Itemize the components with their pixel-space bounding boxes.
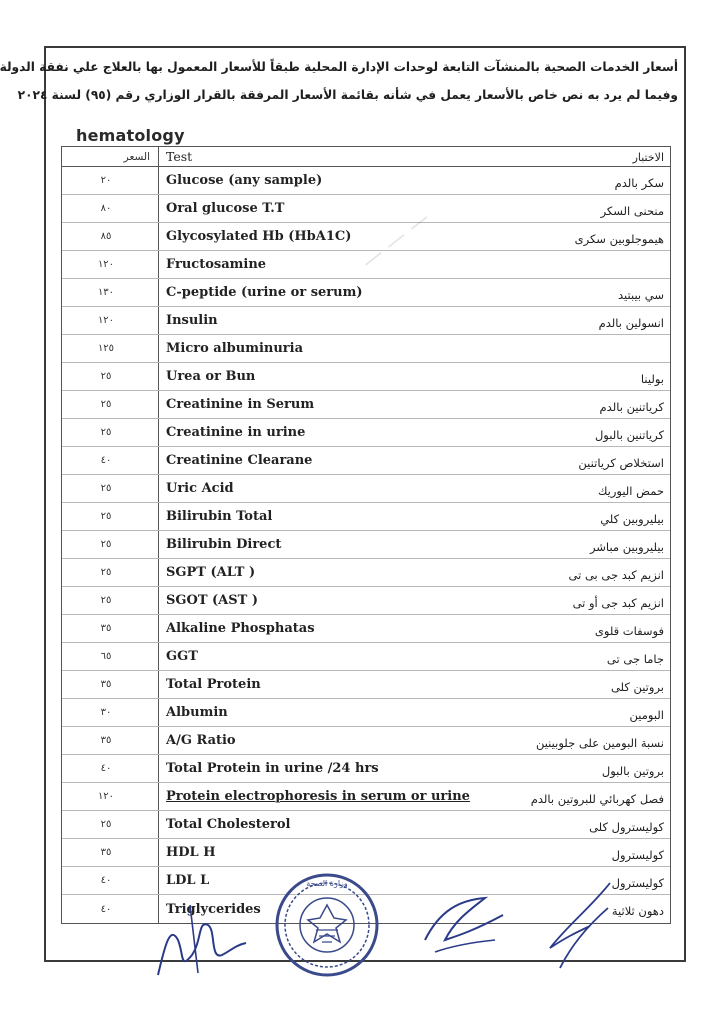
arabic-test-cell: فوسفات قلوى (594, 623, 664, 638)
table-row (62, 587, 670, 615)
section-title: hematology (76, 126, 185, 145)
table-row (62, 251, 670, 279)
test-cell: Glucose (any sample) (166, 173, 323, 188)
price-cell: ٤٠ (100, 455, 112, 466)
price-table (61, 146, 671, 924)
arabic-test-cell: البومين (629, 707, 664, 722)
table-row (62, 503, 670, 531)
price-cell: ٦٥ (100, 651, 112, 662)
price-cell: ٤٠ (100, 875, 112, 886)
column-divider (158, 867, 159, 894)
arabic-test-cell: كوليسترول كلى (589, 819, 664, 834)
arabic-test-cell: كوليسترول (611, 875, 664, 890)
header-test: Test (166, 149, 193, 164)
arabic-test-cell: سكر بالدم (614, 175, 664, 190)
test-cell: Creatinine in Serum (166, 397, 315, 412)
column-divider (158, 251, 159, 278)
arabic-test-cell: بيليروبين كلي (600, 511, 664, 526)
header-line-2: وفيما لم يرد به نص خاص بالأسعار يعمل في شأنه بقائمة الأسعار المرفقة بالقرار الوزاري رقم (٩٥) لسنة ٢٠٢٤ (17, 88, 678, 102)
test-cell: Oral glucose T.T (166, 201, 285, 216)
official-stamp (272, 870, 382, 980)
test-cell: Total Protein in urine /24 hrs (166, 761, 379, 776)
test-cell: HDL H (166, 845, 216, 860)
test-cell: Alkaline Phosphatas (166, 621, 315, 636)
test-cell: Glycosylated Hb (HbA1C) (166, 229, 352, 244)
test-cell: LDL L (166, 873, 210, 888)
table-row (62, 419, 670, 447)
test-cell: A/G Ratio (166, 733, 236, 748)
price-cell: ٤٠ (100, 763, 112, 774)
price-cell: ٢٥ (100, 483, 112, 494)
document-frame (0, 46, 686, 962)
column-divider (158, 587, 159, 614)
price-cell: ٢٥ (100, 567, 112, 578)
column-divider (158, 615, 159, 642)
column-divider (158, 727, 159, 754)
arabic-test-cell: بيليروبين مباشر (589, 539, 664, 554)
price-cell: ٢٥ (100, 595, 112, 606)
arabic-test-cell: كرياتنين بالبول (594, 427, 664, 442)
test-cell: Uric Acid (166, 481, 234, 496)
price-cell: ٢٥ (100, 371, 112, 382)
price-cell: ٢٥ (100, 399, 112, 410)
arabic-test-cell: حمض اليوريك (597, 483, 664, 498)
table-row (62, 363, 670, 391)
table-row (62, 559, 670, 587)
table-row (62, 335, 670, 363)
column-divider (158, 643, 159, 670)
table-row (62, 307, 670, 335)
price-cell: ٢٥ (100, 539, 112, 550)
test-cell: SGPT (ALT ) (166, 565, 256, 580)
column-divider (158, 783, 159, 810)
column-divider (158, 755, 159, 782)
column-divider (158, 363, 159, 390)
column-divider (158, 391, 159, 418)
arabic-test-cell: جاما جى تى (606, 651, 664, 666)
table-row (62, 671, 670, 699)
table-row (62, 727, 670, 755)
table-header-row (62, 147, 670, 167)
price-cell: ٣٠ (100, 707, 112, 718)
test-cell: Creatinine in urine (166, 425, 306, 440)
price-cell: ٢٠ (100, 175, 112, 186)
price-cell: ٣٥ (100, 623, 112, 634)
table-row (62, 755, 670, 783)
test-cell: Total Protein (166, 677, 261, 692)
watermark: — — — (356, 206, 436, 275)
table-row (62, 475, 670, 503)
table-row (62, 447, 670, 475)
price-cell: ٣٥ (100, 847, 112, 858)
table-row (62, 839, 670, 867)
column-divider (158, 335, 159, 362)
column-divider (158, 699, 159, 726)
column-divider (158, 671, 159, 698)
column-divider (158, 839, 159, 866)
column-divider (158, 503, 159, 530)
table-row (62, 167, 670, 195)
column-divider (158, 307, 159, 334)
table-row (62, 811, 670, 839)
test-cell: Fructosamine (166, 257, 267, 272)
arabic-test-cell: هيموجلوبين سكرى (574, 231, 664, 246)
header-arabic-test: الاختبار (632, 151, 664, 164)
arabic-test-cell: كرياتنين بالدم (599, 399, 664, 414)
price-cell: ١٢٠ (97, 259, 115, 270)
price-cell: ٨٠ (100, 203, 112, 214)
arabic-test-cell: انسولين بالدم (598, 315, 664, 330)
test-cell: Insulin (166, 313, 218, 328)
table-row (62, 615, 670, 643)
price-cell: ١٣٠ (97, 287, 115, 298)
column-divider (158, 811, 159, 838)
table-row (62, 531, 670, 559)
arabic-test-cell: استخلاص كرياتنين (578, 455, 664, 470)
test-cell: Micro albuminuria (166, 341, 304, 356)
header-line-1: أسعار الخدمات الصحية بالمنشآت التابعة لوحدات الإدارة المحلية طبقاً للأسعار المعمول بها بالعلاج علي نفقة الدولة (0, 60, 678, 74)
price-cell: ٣٥ (100, 735, 112, 746)
arabic-test-cell: انزيم كبد جى أو تى (572, 595, 664, 610)
column-divider (158, 147, 159, 166)
test-cell: Bilirubin Direct (166, 537, 282, 552)
price-cell: ٢٥ (100, 819, 112, 830)
test-cell: Creatinine Clearane (166, 453, 313, 468)
table-row (62, 699, 670, 727)
price-cell: ٢٥ (100, 511, 112, 522)
table-row (62, 391, 670, 419)
price-cell: ٤٠ (100, 903, 112, 915)
price-cell: ١٢٠ (97, 315, 115, 326)
table-row (62, 195, 670, 223)
test-cell: Total Cholesterol (166, 817, 291, 832)
table-row (62, 223, 670, 251)
test-cell: SGOT (AST ) (166, 593, 258, 608)
arabic-test-cell: فصل كهربائي للبروتين بالدم (530, 791, 664, 806)
arabic-test-cell: منحنى السكر (600, 203, 664, 218)
arabic-test-cell: انزيم كبد جى بى تى (568, 567, 664, 582)
column-divider (158, 895, 159, 923)
arabic-test-cell: دهون ثلاثية (611, 904, 664, 918)
column-divider (158, 167, 159, 194)
price-cell: ٢٥ (100, 427, 112, 438)
arabic-test-cell: بروتين بالبول (601, 763, 664, 778)
column-divider (158, 559, 159, 586)
column-divider (158, 419, 159, 446)
test-cell: Urea or Bun (166, 369, 256, 384)
test-cell: GGT (166, 649, 198, 664)
arabic-test-cell: نسبة البومين على جلوبينين (535, 735, 664, 750)
column-divider (158, 279, 159, 306)
test-cell: Triglycerides (166, 901, 261, 917)
price-cell: ٣٥ (100, 679, 112, 690)
column-divider (158, 475, 159, 502)
test-cell: Bilirubin Total (166, 509, 273, 524)
header-price: السعر (123, 150, 150, 163)
test-cell: C-peptide (urine or serum) (166, 285, 363, 300)
stamp-text: وزارة الصحة (306, 879, 348, 888)
column-divider (158, 195, 159, 222)
arabic-test-cell: سي بيبتيد (618, 287, 664, 302)
column-divider (158, 447, 159, 474)
arabic-test-cell: بولينا (640, 371, 664, 386)
column-divider (158, 531, 159, 558)
arabic-test-cell: كوليسترول (611, 847, 664, 862)
price-cell: ١٢٠ (97, 791, 115, 802)
test-cell: Albumin (166, 705, 228, 720)
column-divider (158, 223, 159, 250)
price-cell: ١٢٥ (97, 343, 115, 354)
test-cell: Protein electrophoresis in serum or urine (166, 789, 470, 804)
table-row (62, 783, 670, 811)
price-cell: ٨٥ (100, 231, 112, 242)
table-row (62, 643, 670, 671)
table-row (62, 279, 670, 307)
arabic-test-cell: بروتين كلى (610, 679, 664, 694)
